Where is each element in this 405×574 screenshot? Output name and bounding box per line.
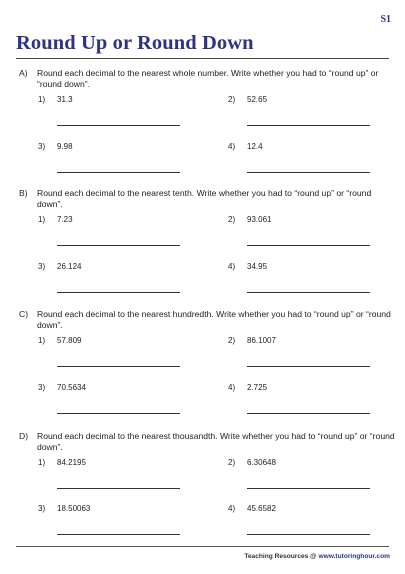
problem-number: 1) <box>38 215 46 224</box>
problem-value: 45.6582 <box>247 504 276 513</box>
answer-line[interactable] <box>247 366 370 367</box>
problem-number: 3) <box>38 383 46 392</box>
problem-item <box>228 262 378 302</box>
problem-item <box>38 383 188 423</box>
problem-value: 70.5634 <box>57 383 86 392</box>
section-instruction: Round each decimal to the nearest hundredth. Write whether you had to “round up” or “round down”. <box>37 309 391 330</box>
answer-line[interactable] <box>57 366 180 367</box>
answer-line[interactable] <box>247 488 370 489</box>
problem-number: 3) <box>38 262 46 271</box>
title-divider <box>16 58 389 59</box>
section-instruction: Round each decimal to the nearest tenth. Write whether you had to “round up” or “round down”. <box>37 188 372 209</box>
problem-item <box>228 504 378 544</box>
footer-label: Teaching Resources @ <box>244 553 319 560</box>
problem-value: 34.95 <box>247 262 268 271</box>
problem-value: 12.4 <box>247 142 263 151</box>
problem-value: 93.061 <box>247 215 272 224</box>
problem-number: 2) <box>228 458 236 467</box>
problem-value: 84.2195 <box>57 458 86 467</box>
answer-line[interactable] <box>247 292 370 293</box>
problem-number: 4) <box>228 383 236 392</box>
problem-value: 86.1007 <box>247 336 276 345</box>
problem-value: 9.98 <box>57 142 73 151</box>
problem-value: 18.50063 <box>57 504 91 513</box>
answer-line[interactable] <box>57 534 180 535</box>
sheet-id: S1 <box>380 14 391 25</box>
section-letter: A) <box>19 68 28 78</box>
problem-number: 4) <box>228 262 236 271</box>
problem-value: 2.725 <box>247 383 268 392</box>
problem-item <box>228 142 378 182</box>
answer-line[interactable] <box>247 245 370 246</box>
section-instruction: Round each decimal to the nearest thousandth. Write whether you had to “round up” or “round down”. <box>37 431 395 452</box>
problem-value: 52.65 <box>247 95 268 104</box>
section-letter: B) <box>19 188 28 198</box>
problem-number: 4) <box>228 142 236 151</box>
problem-value: 31.3 <box>57 95 73 104</box>
section-instruction: Round each decimal to the nearest whole number. Write whether you had to “round up” or “round down”. <box>37 68 379 89</box>
section-letter: D) <box>19 431 29 441</box>
problem-value: 57.809 <box>57 336 82 345</box>
problem-item <box>38 458 188 498</box>
problem-number: 2) <box>228 336 236 345</box>
problem-value: 7.23 <box>57 215 73 224</box>
problem-item <box>38 142 188 182</box>
answer-line[interactable] <box>57 172 180 173</box>
problem-number: 3) <box>38 504 46 513</box>
page-title: Round Up or Round Down <box>16 32 254 54</box>
problem-item <box>38 336 188 376</box>
footer-credit <box>244 553 390 560</box>
problem-number: 1) <box>38 336 46 345</box>
answer-line[interactable] <box>247 125 370 126</box>
problem-item <box>38 262 188 302</box>
answer-line[interactable] <box>57 413 180 414</box>
problem-value: 26.124 <box>57 262 82 271</box>
answer-line[interactable] <box>247 413 370 414</box>
section-letter: C) <box>19 309 29 319</box>
problem-number: 1) <box>38 458 46 467</box>
problem-item <box>38 95 188 135</box>
answer-line[interactable] <box>247 172 370 173</box>
problem-item <box>228 458 378 498</box>
footer-link[interactable]: www.tutoringhour.com <box>318 553 390 560</box>
problem-number: 2) <box>228 215 236 224</box>
problem-item <box>38 215 188 255</box>
answer-line[interactable] <box>57 245 180 246</box>
problem-item <box>228 95 378 135</box>
answer-line[interactable] <box>247 534 370 535</box>
answer-line[interactable] <box>57 488 180 489</box>
problem-item <box>228 383 378 423</box>
problem-number: 4) <box>228 504 236 513</box>
problem-item <box>228 336 378 376</box>
problem-item <box>228 215 378 255</box>
problem-number: 3) <box>38 142 46 151</box>
problem-item <box>38 504 188 544</box>
answer-line[interactable] <box>57 292 180 293</box>
problem-value: 6.30648 <box>247 458 276 467</box>
problem-number: 1) <box>38 95 46 104</box>
problem-number: 2) <box>228 95 236 104</box>
footer-divider <box>16 546 389 547</box>
answer-line[interactable] <box>57 125 180 126</box>
